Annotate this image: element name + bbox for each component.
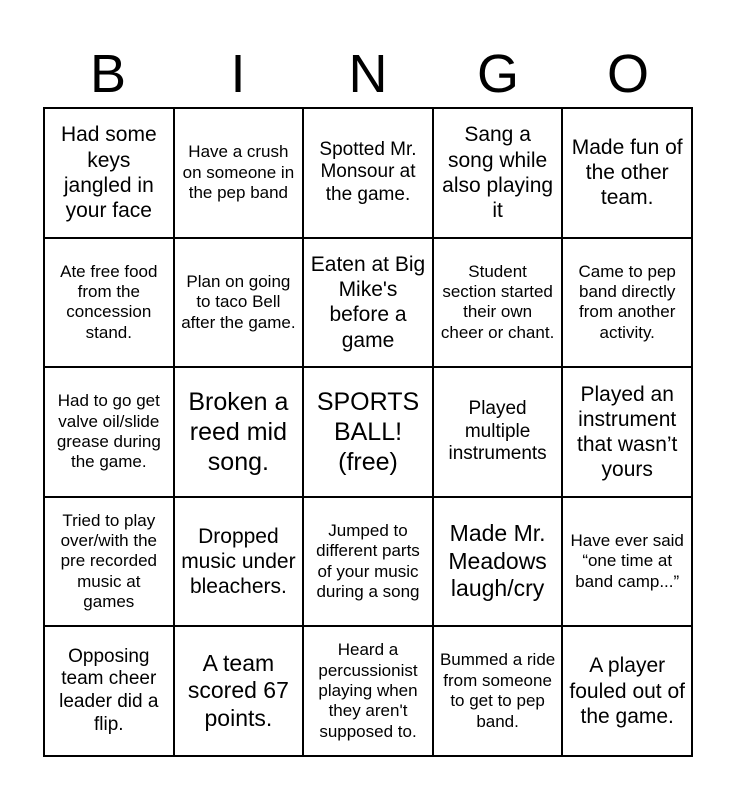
bingo-cell[interactable]: Opposing team cheer leader did a flip.	[44, 626, 174, 756]
bingo-cell[interactable]: Bummed a ride from someone to get to pep band.	[433, 626, 563, 756]
header-letter-i: I	[230, 44, 246, 104]
bingo-cell[interactable]: Tried to play over/with the pre recorded music at games	[44, 497, 174, 627]
header-letter-g: G	[476, 44, 519, 104]
bingo-cell[interactable]: Came to pep band directly from another activity.	[562, 238, 692, 368]
bingo-cell[interactable]: Student section started their own cheer or chant.	[433, 238, 563, 368]
bingo-cell[interactable]: Have ever said “one time at band camp...”	[562, 497, 692, 627]
header-letter-n: N	[348, 44, 388, 104]
bingo-cell[interactable]: Spotted Mr. Monsour at the game.	[303, 108, 433, 238]
bingo-cell[interactable]: Have a crush on someone in the pep band	[174, 108, 304, 238]
bingo-cell-free[interactable]: SPORTS BALL! (free)	[303, 367, 433, 497]
bingo-cell[interactable]: Played multiple instruments	[433, 367, 563, 497]
bingo-grid	[43, 107, 693, 757]
header-letter-b: B	[89, 44, 127, 104]
bingo-cell[interactable]: A team scored 67 points.	[174, 626, 304, 756]
bingo-cell[interactable]: Made fun of the other team.	[562, 108, 692, 238]
bingo-cell[interactable]: Ate free food from the concession stand.	[44, 238, 174, 368]
bingo-cell[interactable]: Jumped to different parts of your music during a song	[303, 497, 433, 627]
bingo-cell[interactable]: Broken a reed mid song.	[174, 367, 304, 497]
bingo-cell[interactable]: Had some keys jangled in your face	[44, 108, 174, 238]
bingo-cell[interactable]: Plan on going to taco Bell after the game.	[174, 238, 304, 368]
bingo-header	[43, 42, 693, 106]
bingo-cell[interactable]: Had to go get valve oil/slide grease during the game.	[44, 367, 174, 497]
bingo-cell[interactable]: Dropped music under bleachers.	[174, 497, 304, 627]
bingo-cell[interactable]: Sang a song while also playing it	[433, 108, 563, 238]
bingo-cell[interactable]: Played an instrument that wasn’t yours	[562, 367, 692, 497]
bingo-cell[interactable]: A player fouled out of the game.	[562, 626, 692, 756]
bingo-cell[interactable]: Eaten at Big Mike's before a game	[303, 238, 433, 368]
bingo-cell[interactable]: Made Mr. Meadows laugh/cry	[433, 497, 563, 627]
bingo-cell[interactable]: Heard a percussionist playing when they aren't supposed to.	[303, 626, 433, 756]
header-letter-o: O	[606, 44, 649, 104]
